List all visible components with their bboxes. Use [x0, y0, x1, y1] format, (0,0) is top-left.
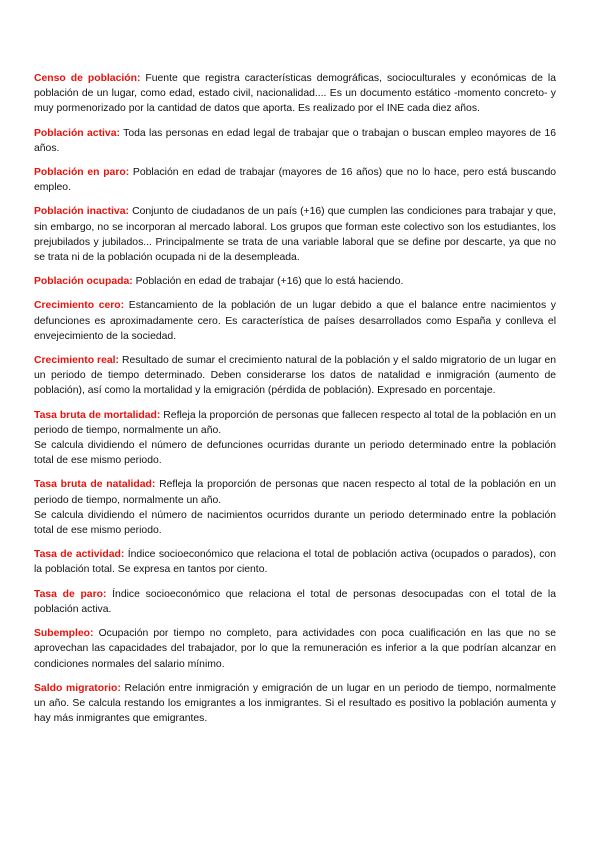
- term-label: Población inactiva:: [34, 206, 129, 218]
- term-label: Tasa de paro:: [34, 588, 107, 600]
- definition-text: Relación entre inmigración y emigración de un lugar en un periodo de tiempo, normalmente un año. Se calcula restando los emigrantes a los inmigrantes. Si el resultado es positivo la población aumenta y hay más inmigrantes que emigrantes.: [34, 682, 557, 725]
- glossary-entry-censo: [34, 71, 556, 117]
- glossary-entry-subempleo: [34, 626, 556, 672]
- definition-text: Estancamiento de la población de un lugar debido a que el balance entre nacimientos y defunciones es aproximadamente cero. Es característica de países desarrollados como España y conlleva el envejecimiento de la sociedad.: [34, 300, 556, 342]
- definition-text: Conjunto de ciudadanos de un país (+16) que cumplen las condiciones para trabajar y que, sin embargo, no se incorporan al mercado laboral. Los grupos que forman este colectivo son los estudiantes, los prejubilados y jubilados... Principalmente se trata de una variable laboral que se define por descarte, ya que no se trata ni de la población ocupada ni de la desempleada.: [34, 206, 557, 264]
- glossary-entry-tasa-mortalidad: [34, 408, 556, 469]
- definition-text: Refleja la proporción de personas que fallecen respecto al total de la población en un periodo de tiempo, normalmente un año.: [34, 409, 556, 436]
- term-label: Tasa de actividad:: [34, 549, 125, 561]
- term-label: Tasa bruta de natalidad:: [34, 479, 156, 491]
- glossary-entry-poblacion-activa: [34, 126, 556, 156]
- glossary-entry-tasa-natalidad: [34, 477, 556, 538]
- glossary-entry-poblacion-ocupada: [34, 274, 556, 289]
- glossary-entry-tasa-paro: [34, 587, 556, 617]
- definition-text: Índice socioeconómico que relaciona el total de personas desocupadas con el total de la población activa.: [34, 588, 557, 615]
- glossary-entry-crecimiento-cero: [34, 298, 556, 344]
- term-label: Población en paro:: [34, 167, 130, 179]
- term-label: Crecimiento real:: [34, 355, 119, 367]
- glossary-entry-poblacion-inactiva: [34, 204, 556, 265]
- term-label: Tasa bruta de mortalidad:: [34, 409, 161, 421]
- term-label: Censo de población:: [34, 73, 141, 84]
- definition-text: Fuente que registra características demográficas, socioculturales y económicas de la población de un lugar, como edad, estado civil, nacionalidad.... Es un documento estático -momento concreto- y muy pormenorizado por la cantidad de datos que aporta. Es realizado por el INE cada diez años.: [34, 73, 556, 115]
- term-label: Población ocupada:: [34, 276, 133, 288]
- definition-text: Población en edad de trabajar (+16) que lo está haciendo.: [135, 276, 404, 288]
- definition-text: Población en edad de trabajar (mayores de 16 años) que no lo hace, pero está buscando empleo.: [34, 167, 556, 194]
- term-label: Saldo migratorio:: [34, 682, 121, 694]
- term-label: Población activa:: [34, 127, 120, 139]
- definition-text: Refleja la proporción de personas que nacen respecto al total de la población en un periodo de tiempo, normalmente un año.: [34, 479, 557, 506]
- term-label: Crecimiento cero:: [34, 300, 125, 312]
- definition-text: Resultado de sumar el crecimiento natural de la población y el saldo migratorio de un lugar en un periodo de tiempo determinado. Deben considerarse los datos de natalidad e inmigración (aumento de población), así como la mortalidad y la emigración (pérdida de población). Expresado en porcentaje.: [34, 355, 556, 397]
- glossary-entry-poblacion-en-paro: [34, 165, 556, 195]
- glossary-entry-crecimiento-real: [34, 353, 556, 399]
- term-label: Subempleo:: [34, 628, 94, 640]
- glossary-entry-saldo-migratorio: [34, 681, 556, 727]
- glossary-entry-tasa-actividad: [34, 547, 556, 577]
- definition-text: Toda las personas en edad legal de trabajar que o trabajan o buscan empleo mayores de 16 años.: [34, 127, 556, 154]
- definition-text: Ocupación por tiempo no completo, para actividades con poca cualificación en las que no se aprovechan las capacidades del trabajador, por lo que la remuneración es inferior a la que podrían alcanzar en condiciones normales del salario mínimo.: [34, 628, 557, 670]
- definition-text: Índice socioeconómico que relaciona el total de población activa (ocupados o parados), con la población total. Se expresa en tantos por ciento.: [34, 549, 556, 576]
- definition-extra-text: Se calcula dividiendo el número de defunciones ocurridas durante un periodo determinado entre la población total de ese mismo periodo.: [34, 440, 556, 467]
- glossary-page: [34, 71, 556, 735]
- definition-extra-text: Se calcula dividiendo el número de nacimientos ocurridos durante un periodo determinado entre la población total de ese mismo periodo.: [34, 509, 556, 537]
